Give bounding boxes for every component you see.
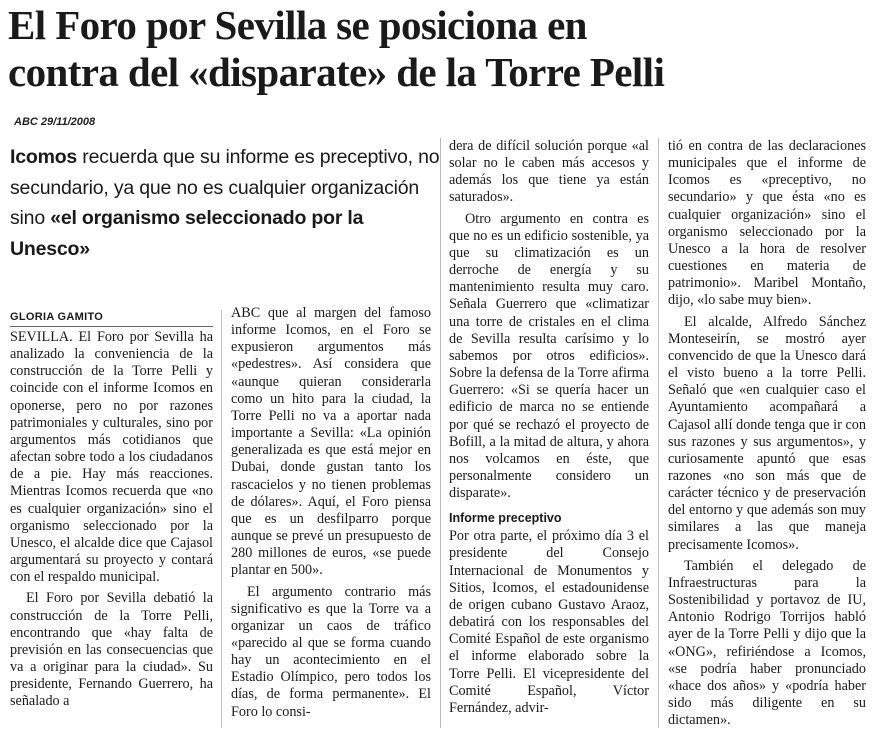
article-column-3 <box>449 138 649 717</box>
paragraph: Por otra parte, el próximo día 3 el presidente del Consejo Internacional de Monumentos y Sitios, Icomos, el estadounidense de origen cubano Gustavo Araoz, debatirá con los responsables del Comité Español de este organismo el informe elaborado sobre la Torre Pelli. El vicepresidente del Comité Español, Víctor Fernández, advir- <box>449 528 649 716</box>
paragraph: dera de difícil solución porque «al solar no le caben más accesos y además los que tiene ya están saturados». <box>449 138 649 206</box>
byline: GLORIA GAMITO <box>10 311 104 323</box>
column-divider-1 <box>221 310 222 728</box>
paragraph: El argumento contrario más significativo es que la Torre va a organizar un caos de tráfico «parecido al que se forma cuando hay un acontecimiento en el Estadio Olímpico, pero todos los días, de forma permanente». El Foro lo consi- <box>231 583 431 720</box>
paragraph: SEVILLA. El Foro por Sevilla ha analizado la conveniencia de la construcción de la Torre Pelli y coincide con el informe Icomos en oponerse, pero no por razones patrimoniales y culturales, sino por argumentos más cotidianos que afectan sobre todo a los ciudadanos de a pie. Hay más reacciones. Mientras Icomos recuerda que «no es cualquier organización» sino el organismo seleccionado por la Unesco, el alcalde dice que Cajasol argumentará su proyecto y contará con el respaldo municipal. <box>10 329 213 586</box>
article-column-4 <box>668 138 866 729</box>
paragraph: El alcalde, Alfredo Sánchez Monteseirín, se mostró ayer convencido de que la Unesco dará el visto bueno a la torre Pelli. Señaló que «en cualquier caso el Ayuntamiento acompañará a Cajasol allí donde tenga que ir con sus razones y sus argumentos», y curiosamente apuntó que esas razones «no son más que de carácter técnico y de preservación del entorno y que además son muy similares a las que maneja precisamente Icomos». <box>668 313 866 553</box>
dateline: ABC 29/11/2008 <box>14 116 96 128</box>
paragraph: También el delegado de Infraestructuras para la Sostenibilidad y portavoz de IU, Antonio Rodrigo Torrijos habló ayer de la Torre Pelli y dijo que la «ONG», refiriéndose a Icomos, «se podría haber pronunciado «hace dos años» y «podría haber sido más diligente en su dictamen». <box>668 557 866 729</box>
subhead <box>10 142 440 264</box>
subhead-middle: recuerda que su informe es preceptivo, no secundario, ya que no es cualquier organización sino <box>10 146 440 229</box>
article-column-1 <box>10 310 213 710</box>
headline-line-2: contra del «disparate» de la Torre Pelli <box>8 49 665 95</box>
subhead-bold-start: Icomos <box>10 146 78 168</box>
paragraph: El Foro por Sevilla debatió la construcción de la Torre Pelli, encontrando que «hay falta de previsión en las consecuencias que va a originar para la ciudad». Su presidente, Fernando Guerrero, ha señalado a <box>10 590 213 710</box>
column-divider-2 <box>440 138 441 728</box>
headline <box>8 2 868 96</box>
paragraph: tió en contra de las declaraciones municipales que el informe de Icomos es «preceptivo, no secundario» y que ésta «no es cualquier organización» sino el organismo seleccionado por la Unesco a la hora de resolver cuestiones en materia de patrimonio». Maribel Montaño, dijo, «lo sabe muy bien». <box>668 138 866 309</box>
headline-line-1: El Foro por Sevilla se posiciona en <box>8 2 587 48</box>
section-heading: Informe preceptivo <box>449 511 562 526</box>
article-column-2 <box>231 305 431 721</box>
paragraph: ABC que al margen del famoso informe Icomos, en el Foro se expusieron argumentos más «pedestres». Así considera que «aunque quieran considerarla como un hito para la ciudad, la Torre Pelli no va a aportar nada importante a Sevilla: «La opinión generalizada es que está mejor en Dubai, donde gustan tanto los rascacielos y no tienen problemas de dólares». Aquí, el Foro piensa que es un desfilparro porque aunque se prevé un presupuesto de 280 millones de euros, «se puede plantar en 500». <box>231 305 431 579</box>
byline-rule <box>10 326 213 327</box>
subhead-bold-end: «el organismo seleccionado por la Unesco» <box>10 207 364 260</box>
column-divider-3 <box>658 138 659 728</box>
paragraph: Otro argumento en contra es que no es un edificio sostenible, ya que su climatización es un derroche de energía y su mantenimiento resulta muy caro. Señala Guerrero que «climatizar una torre de cristales en el clima de Sevilla resulta carísimo y lo sabemos por otros edificios». Sobre la defensa de la Torre afirma Guerrero: «Si se quería hacer un edificio de marca no se entiende por qué se rechazó el proyecto de Bofill, a la mitad de altura, y ahora nos volcamos en éste, que personalmente considero un disparate». <box>449 210 649 502</box>
